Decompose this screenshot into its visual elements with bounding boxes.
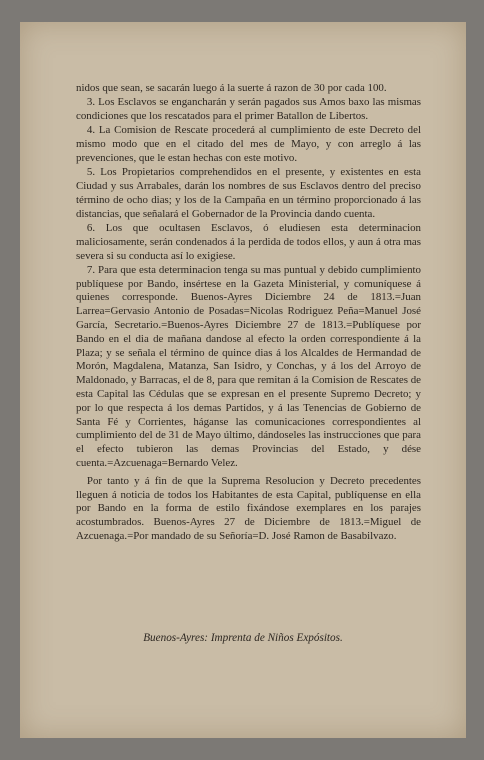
paragraph-3: 3. Los Esclavos se engancharán y serán pagados sus Amos baxo las mismas condiciones que los rescatados para el primer Batallon de Libertos. <box>76 96 421 123</box>
paragraph-6: 6. Los que ocultasen Esclavos, ó eludiesen esta determinacion maliciosamente, serán condenados á la perdida de todos ellos, y aun á otra mas severa si su conducta así lo exigiese. <box>76 221 421 262</box>
document-body <box>76 82 421 544</box>
imprint-line: Buenos-Ayres: Imprenta de Niños Expósitos. <box>143 632 343 644</box>
paragraph-closing: Por tanto y á fin de que la Suprema Resolucion y Decreto precedentes lleguen á noticia de todos los Habitantes de esta Capital, publíquense en ella por Bando en la forma de estilo fixándose exemplares en los parajes acostumbrados. Buenos-Ayres 27 de Diciembre de 1813.=Miguel de Azcuenaga.=Por mandado de su Señoría=D. José Ramon de Basabilvazo. <box>76 474 421 542</box>
paragraph-continuation: nidos que sean, se sacarán luego á la suerte á razon de 30 por cada 100. <box>76 82 387 94</box>
document-page <box>20 22 466 738</box>
paragraph-5: 5. Los Propietarios comprehendidos en el presente, y existentes en esta Ciudad y sus Arrabales, darán los nombres de sus Esclavos dentro del preciso término de ocho dias; y los de la Campaña en un término proporcionado á las distancias, que señalará el Gobernador de la Provincia dando cuenta. <box>76 166 421 220</box>
paragraph-4: 4. La Comision de Rescate procederá al cumplimiento de este Decreto del mismo modo que en el citado del mes de Mayo, y con arreglo á las prevenciones, que le estan hechas con este motivo. <box>76 124 421 164</box>
paragraph-7: 7. Para que esta determinacion tenga su mas puntual y debido cumplimiento publíquese por Bando, insértese en la Gazeta Ministerial, y comuníquese á quienes corresponde. Buenos-Ayres Diciembre 24 de 1813.=Juan Larrea=Gervasio Antonio de Posadas=Nicolas Rodriguez Peña=Manuel José García, Secretario.=Buenos-Ayres Diciembre 27 de 1813.=Publíquese por Bando en el dia de mañana dandose al efecto la orden correspondiente á la Plaza; y se señala el término de quince dias á los Alcaldes de Hermandad de Morón, Magdalena, Matanza, San Isidro, y Conchas, y á los del Arroyo de Maldonado, y Barracas, el de 8, para que remitan á la Comision de Rescates de esta Capital las Cédulas que se expresan en el presente Supremo Decreto; y por lo que respecta á los demas Partidos, y á las Tenencias de Gobierno de Santa Fé y Corrientes, háganse las comunicaciones correspondientes al cumplimiento del de 31 de Mayo último, dándoseles las instrucciones que para el efecto tubieron las demas Provincias del Estado, y dése cuenta.=Azcuenaga=Bernardo Velez. <box>76 263 421 470</box>
